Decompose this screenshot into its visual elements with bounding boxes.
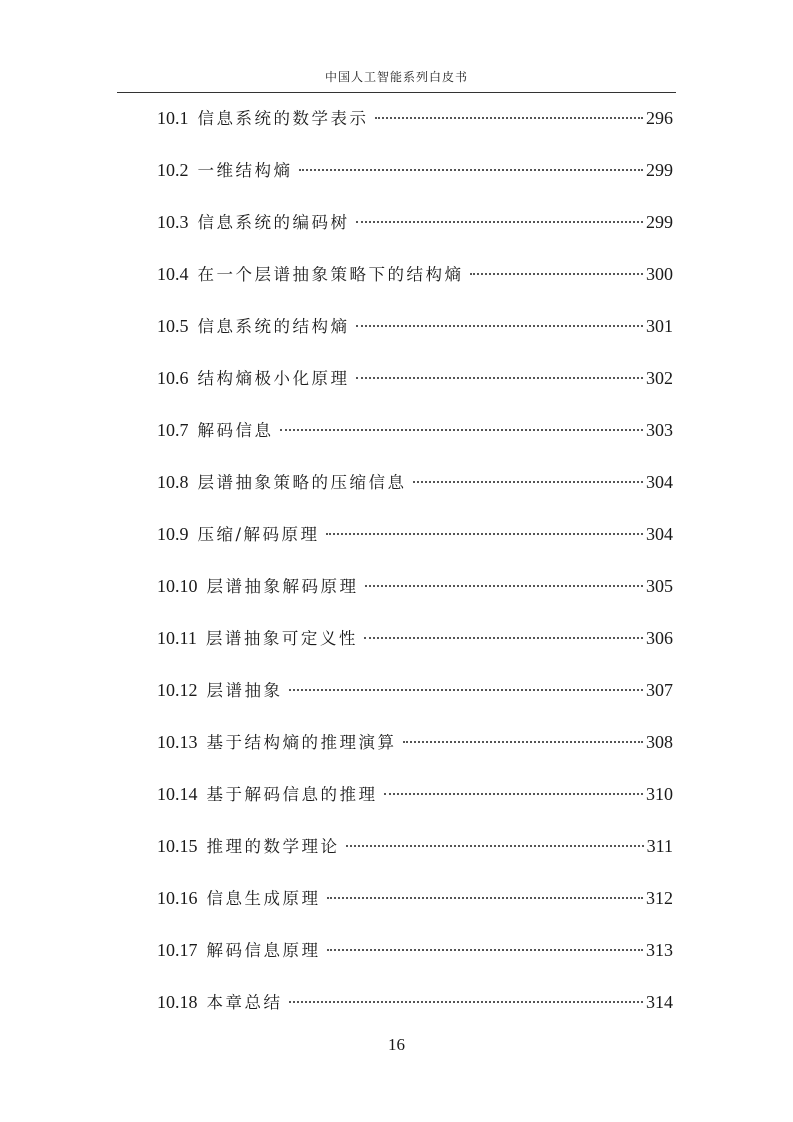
toc-entry-page: 304 <box>646 524 673 544</box>
toc-entry[interactable] <box>157 676 673 728</box>
toc-entry-title: 压缩/解码原理 <box>197 525 320 544</box>
toc-entry-number: 10.2 <box>157 160 189 180</box>
dot-leader <box>327 897 644 899</box>
header-rule <box>117 92 676 93</box>
toc-entry[interactable] <box>157 520 673 572</box>
toc-entry-page: 304 <box>646 472 673 492</box>
toc-entry-title: 信息系统的结构熵 <box>197 317 350 336</box>
toc-entry[interactable] <box>157 936 673 988</box>
toc-entry-title: 在一个层谱抽象策略下的结构熵 <box>197 265 464 284</box>
toc-entry-title: 解码信息 <box>197 421 274 440</box>
toc-entry-page: 312 <box>646 888 673 908</box>
toc-entry-number: 10.3 <box>157 212 189 232</box>
dot-leader <box>289 689 644 691</box>
page-number: 16 <box>388 1035 405 1054</box>
table-of-contents <box>157 104 673 1040</box>
toc-entry-page: 314 <box>646 992 673 1012</box>
toc-entry-title: 层谱抽象策略的压缩信息 <box>197 473 407 492</box>
toc-entry-title: 推理的数学理论 <box>206 837 340 856</box>
dot-leader <box>413 481 644 483</box>
toc-entry-page: 310 <box>646 784 673 804</box>
toc-entry-number: 10.9 <box>157 524 189 544</box>
dot-leader <box>375 117 644 119</box>
toc-entry-title: 信息系统的数学表示 <box>197 109 369 128</box>
toc-entry[interactable] <box>157 260 673 312</box>
toc-entry-page: 301 <box>646 316 673 336</box>
toc-entry[interactable] <box>157 780 673 832</box>
dot-leader <box>299 169 644 171</box>
toc-entry-page: 307 <box>646 680 673 700</box>
toc-entry-number: 10.16 <box>157 888 198 908</box>
toc-entry[interactable] <box>157 884 673 936</box>
dot-leader <box>326 533 643 535</box>
toc-entry-title: 本章总结 <box>206 993 283 1012</box>
toc-entry-number: 10.5 <box>157 316 189 336</box>
toc-entry[interactable] <box>157 624 673 676</box>
dot-leader <box>365 585 644 587</box>
toc-entry-page: 311 <box>646 836 673 856</box>
toc-entry-title: 层谱抽象可定义性 <box>205 629 358 648</box>
toc-entry-number: 10.7 <box>157 420 189 440</box>
toc-entry-number: 10.4 <box>157 264 189 284</box>
toc-entry[interactable] <box>157 988 673 1040</box>
running-header: 中国人工智能系列白皮书 <box>324 70 468 84</box>
dot-leader <box>384 793 644 795</box>
dot-leader <box>289 1001 644 1003</box>
toc-entry-number: 10.14 <box>157 784 198 804</box>
toc-entry-page: 299 <box>646 212 673 232</box>
toc-entry-page: 303 <box>646 420 673 440</box>
dot-leader <box>327 949 644 951</box>
toc-entry[interactable] <box>157 468 673 520</box>
toc-entry-number: 10.17 <box>157 940 198 960</box>
toc-entry-page: 306 <box>646 628 673 648</box>
toc-entry[interactable] <box>157 104 673 156</box>
toc-entry-number: 10.1 <box>157 108 189 128</box>
toc-entry-title: 基于结构熵的推理演算 <box>206 733 397 752</box>
toc-entry-number: 10.10 <box>157 576 198 596</box>
dot-leader <box>346 845 644 847</box>
toc-entry-number: 10.18 <box>157 992 198 1012</box>
toc-entry-title: 信息系统的编码树 <box>197 213 350 232</box>
toc-entry-title: 信息生成原理 <box>206 889 321 908</box>
toc-entry[interactable] <box>157 832 673 884</box>
toc-entry[interactable] <box>157 416 673 468</box>
dot-leader <box>470 273 644 275</box>
toc-entry[interactable] <box>157 728 673 780</box>
toc-entry-page: 313 <box>646 940 673 960</box>
toc-entry-number: 10.15 <box>157 836 198 856</box>
toc-entry-number: 10.12 <box>157 680 198 700</box>
toc-entry-title: 结构熵极小化原理 <box>197 369 350 388</box>
toc-entry-page: 296 <box>646 108 673 128</box>
toc-entry-number: 10.11 <box>157 628 197 648</box>
dot-leader <box>356 221 644 223</box>
toc-entry[interactable] <box>157 364 673 416</box>
toc-entry-number: 10.8 <box>157 472 189 492</box>
toc-entry[interactable] <box>157 208 673 260</box>
dot-leader <box>403 741 644 743</box>
toc-entry-page: 305 <box>646 576 673 596</box>
toc-entry[interactable] <box>157 312 673 364</box>
dot-leader <box>356 325 644 327</box>
toc-entry[interactable] <box>157 572 673 624</box>
toc-entry-title: 基于解码信息的推理 <box>206 785 378 804</box>
toc-entry[interactable] <box>157 156 673 208</box>
dot-leader <box>356 377 644 379</box>
toc-entry-page: 302 <box>646 368 673 388</box>
dot-leader <box>364 637 643 639</box>
toc-entry-number: 10.6 <box>157 368 189 388</box>
toc-entry-title: 解码信息原理 <box>206 941 321 960</box>
toc-entry-page: 299 <box>646 160 673 180</box>
toc-entry-page: 308 <box>646 732 673 752</box>
toc-entry-title: 一维结构熵 <box>197 161 293 180</box>
dot-leader <box>280 429 644 431</box>
toc-entry-title: 层谱抽象解码原理 <box>206 577 359 596</box>
toc-entry-page: 300 <box>646 264 673 284</box>
toc-entry-title: 层谱抽象 <box>206 681 283 700</box>
toc-entry-number: 10.13 <box>157 732 198 752</box>
